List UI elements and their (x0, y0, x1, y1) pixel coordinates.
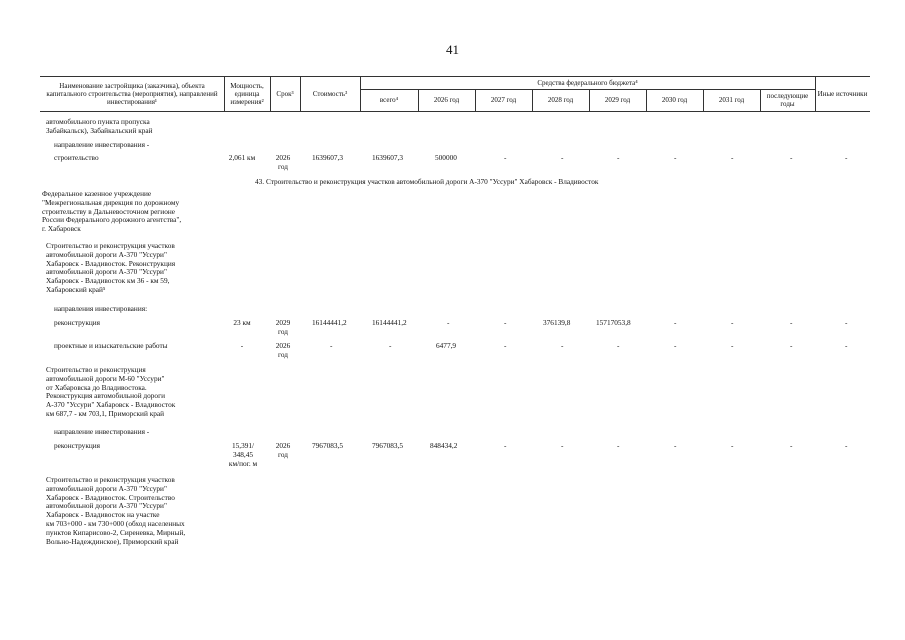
row3-label: проектные и изыскательские работы (54, 341, 168, 350)
table-header (40, 76, 870, 112)
page-number: 41 (446, 42, 459, 57)
row1-other: - (845, 153, 848, 162)
row4-term: 2026 год (275, 441, 291, 459)
row1-cost: 1639607,3 (312, 153, 344, 162)
row1-y2027: - (504, 153, 507, 162)
row3-y2029: - (617, 341, 620, 350)
header-term-col: Срок³ (276, 90, 294, 98)
row1-capacity: 2,061 км (228, 153, 256, 162)
header-name-col: Наименование застройщика (заказчика), объекта капитального строительства (мероприятия), направлений инвестирования¹ (46, 82, 218, 106)
row3-later: - (790, 341, 793, 350)
row3-y2030: - (674, 341, 677, 350)
row1-y2028: - (561, 153, 564, 162)
row1-later: - (790, 153, 793, 162)
row3-y2027: - (504, 341, 507, 350)
direction-label-3: направление инвестирования - (54, 427, 150, 436)
header-capacity-col: Мощность, единица измерения² (230, 82, 264, 106)
row3-y2031: - (731, 341, 734, 350)
row2-term: 2029 год (275, 318, 291, 336)
row3-capacity: - (240, 341, 244, 350)
direction-label-2: направления инвестирования: (54, 304, 148, 313)
row2-later: - (790, 318, 793, 327)
header-year-2029: 2029 год (604, 96, 631, 104)
row4-y2026: 848434,2 (430, 441, 458, 450)
row3-y2026: 6477,9 (436, 341, 457, 350)
row3-other: - (845, 341, 848, 350)
row4-y2027: - (504, 441, 507, 450)
row1-total: 1639607,3 (372, 153, 404, 162)
header-subsequent-col: последующие годы (766, 92, 809, 108)
row4-later: - (790, 441, 793, 450)
row3-term: 2026 год (275, 341, 291, 359)
row4-total: 7967083,5 (372, 441, 404, 450)
row2-y2026: - (447, 318, 450, 327)
row3-y2028: - (561, 341, 564, 350)
header-other-col: Иные источники (817, 90, 868, 98)
row4-label: реконструкция (54, 441, 101, 450)
row1-label: строительство (54, 153, 99, 162)
row2-y2031: - (731, 318, 734, 327)
row2-y2030: - (674, 318, 677, 327)
header-year-2030: 2030 год (661, 96, 688, 104)
row4-cost: 7967083,5 (312, 441, 344, 450)
row4-y2029: - (617, 441, 620, 450)
intro-text: автомобильного пункта пропуска Забайкальск), Забайкальский край (46, 117, 153, 135)
header-year-2026: 2026 год (433, 96, 460, 104)
row4-y2031: - (731, 441, 734, 450)
row1-y2026: 500000 (435, 153, 457, 162)
object-2-text: Строительство и реконструкция автомобильной дороги М-60 "Уссури" от Хабаровска до Владивостока. Реконструкция автомобильной дороги А-370 "Уссури" Хабаровск - Владивосток км 687,7 - км 703,1, Приморский край (46, 365, 176, 418)
row4-y2030: - (674, 441, 677, 450)
row1-y2029: - (617, 153, 620, 162)
row4-y2028: - (561, 441, 564, 450)
header-year-2028: 2028 год (547, 96, 574, 104)
header-year-2031: 2031 год (718, 96, 745, 104)
header-total-col: всего⁴ (379, 96, 399, 104)
row1-y2031: - (731, 153, 734, 162)
header-year-2027: 2027 год (490, 96, 517, 104)
row2-label: реконструкция (54, 318, 101, 327)
row2-capacity: 23 км (233, 318, 251, 327)
row3-cost: - (330, 341, 333, 350)
header-cost-col: Стоимость³ (312, 90, 348, 98)
row4-other: - (845, 441, 848, 450)
row4-capacity: 15,391/ 348,45 км/пог. м (228, 441, 258, 468)
object-3-text: Строительство и реконструкция участков автомобильной дороги А-370 "Уссури" Хабаровск - Владивосток. Строительство автомобильной дороги А-370 "Уссури" Хабаровск - Владивосток на участке км 703+000 - км 730+000 (обход населенных пунктов Кипарисово-2, Сиреневка, Мирный, Вольно-Надеждинское), Приморский край (46, 475, 186, 546)
direction-label-1: направление инвестирования - (54, 140, 150, 149)
row2-other: - (845, 318, 848, 327)
section-title: 43. Строительство и реконструкция участков автомобильной дороги А-370 "Уссури" Хабаровск - Владивосток (255, 177, 599, 186)
row2-y2028: 376139,8 (543, 318, 571, 327)
header-federal-budget: Средства федерального бюджета⁴ (537, 79, 638, 87)
row1-y2030: - (674, 153, 677, 162)
agency-text: Федеральное казенное учреждение "Межрегиональная дирекция по дорожному строительству в Дальневосточном регионе России Федерального дорожного агентства", г. Хабаровск (42, 189, 182, 234)
row3-total: - (389, 341, 392, 350)
row1-term: 2026 год (275, 153, 291, 171)
row2-cost: 16144441,2 (312, 318, 347, 327)
row2-y2027: - (504, 318, 507, 327)
row2-total: 16144441,2 (372, 318, 407, 327)
row2-y2029: 15717053,8 (596, 318, 631, 327)
object-1-text: Строительство и реконструкция участков автомобильной дороги А-370 "Уссури" Хабаровск - Владивосток. Реконструкция автомобильной дороги А-370 "Уссури" Хабаровск - Владивосток км 36 - км 59, Хабаровский край⁵ (46, 241, 176, 294)
